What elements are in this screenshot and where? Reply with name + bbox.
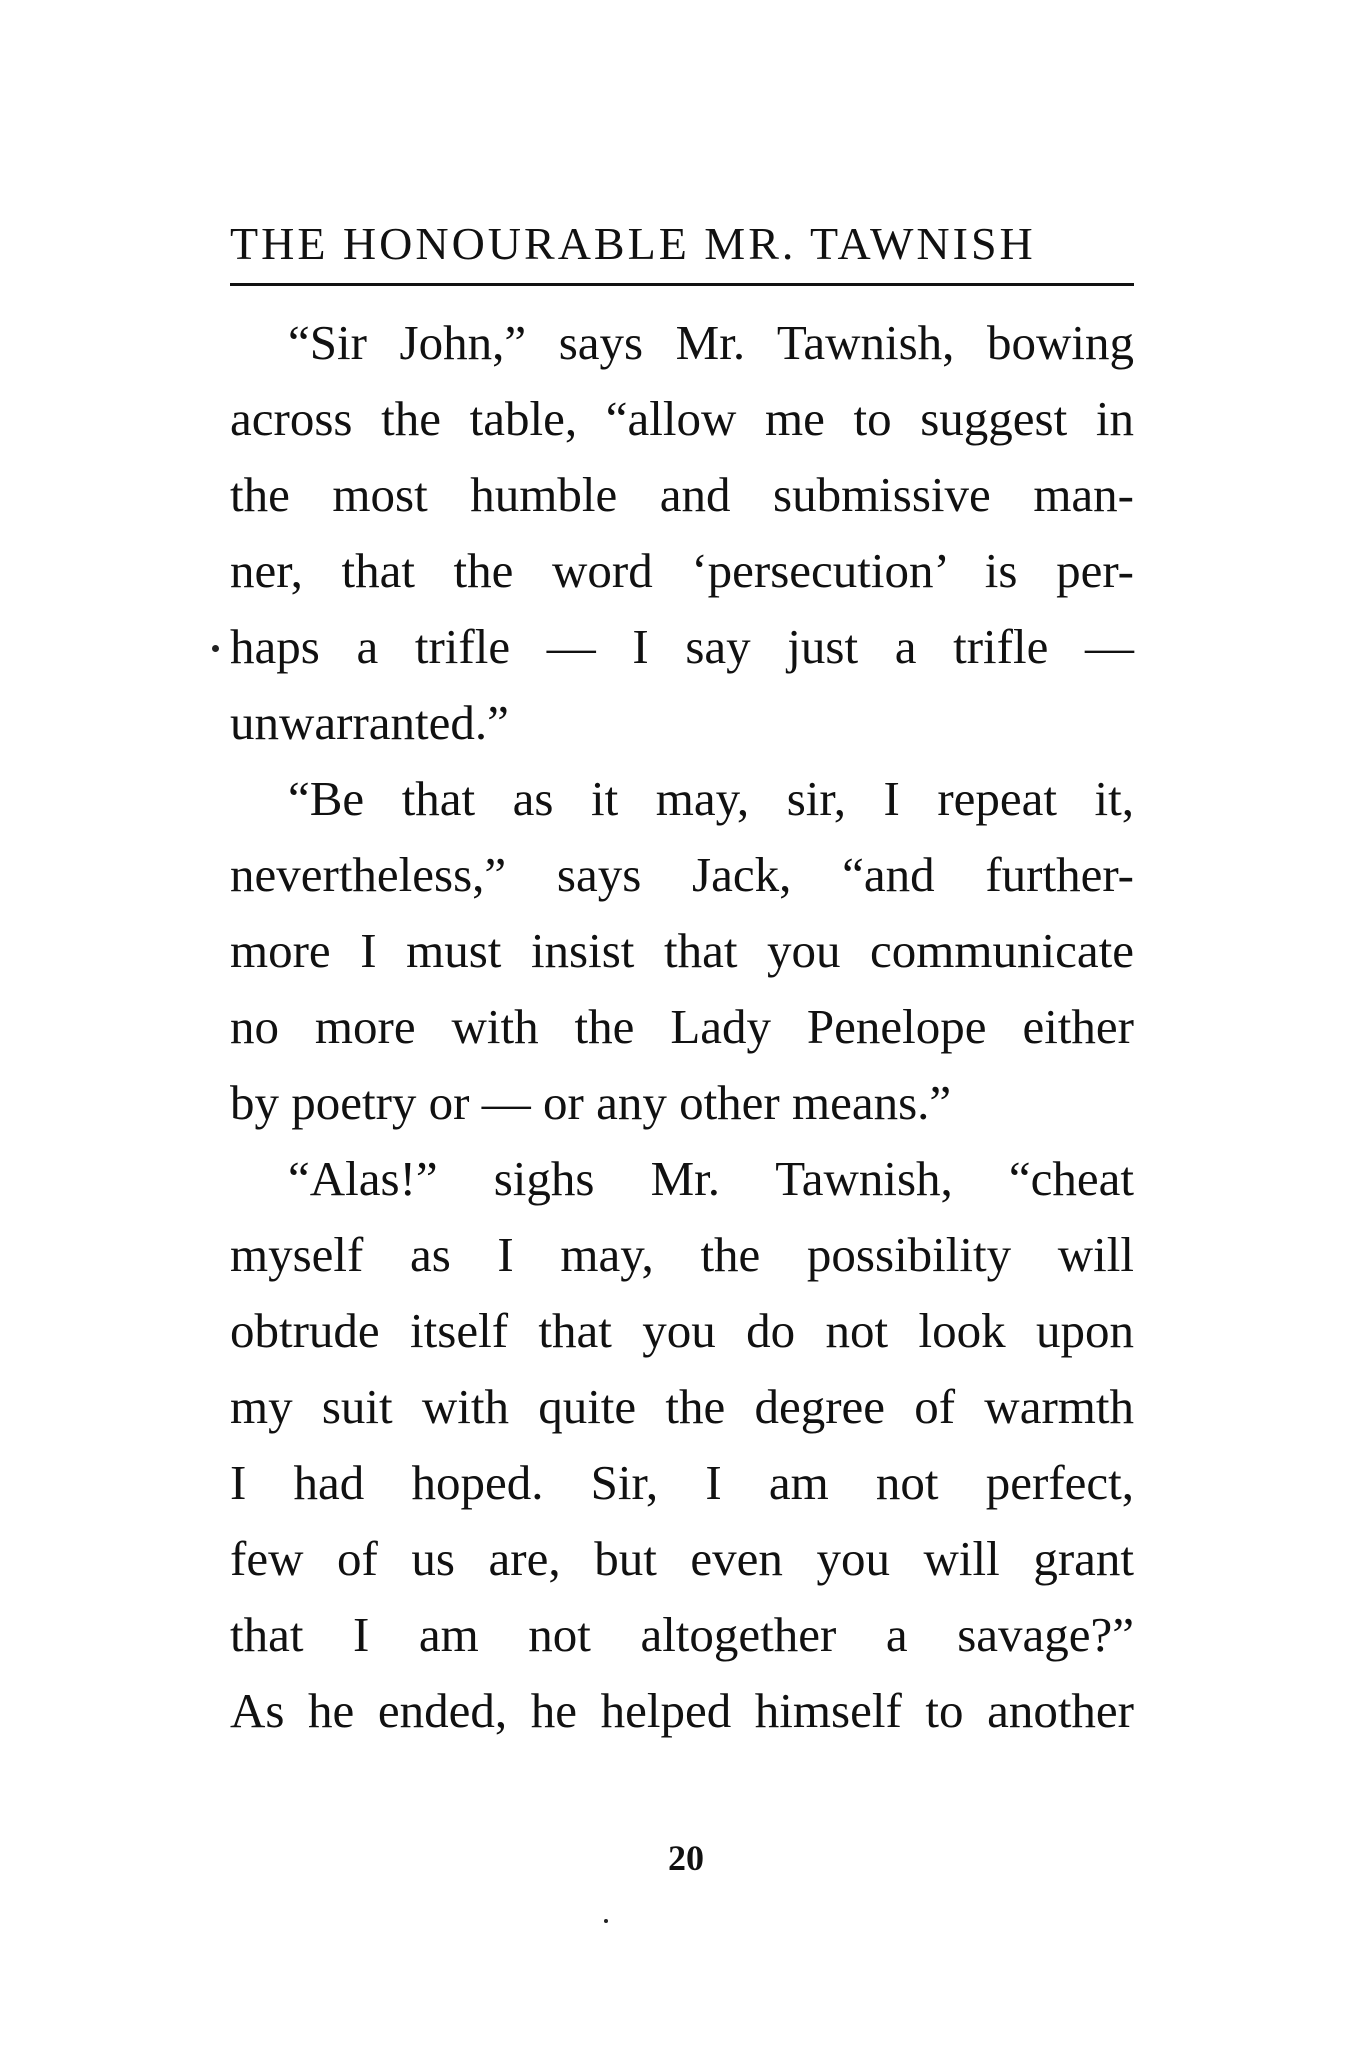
text-line: by poetry or — or any other means.” [230, 1075, 952, 1130]
text-line: As he ended, he helped himself to another [230, 1683, 1134, 1738]
body-text [230, 305, 1134, 1749]
text-line: across the table, “allow me to suggest in [230, 391, 1134, 446]
text-line: “Alas!” sighs Mr. Tawnish, “cheat [288, 1151, 1134, 1206]
text-line: haps a trifle — I say just a trifle — [230, 619, 1134, 674]
text-line: “Sir John,” says Mr. Tawnish, bowing [288, 315, 1134, 370]
text-line: I had hoped. Sir, I am not perfect, [230, 1455, 1134, 1510]
text-line: no more with the Lady Penelope either [230, 999, 1134, 1054]
print-speck [212, 645, 219, 652]
text-line: few of us are, but even you will grant [230, 1531, 1134, 1586]
running-head: THE HONOURABLE MR. TAWNISH [230, 218, 1036, 269]
text-line: “Be that as it may, sir, I repeat it, [288, 771, 1134, 826]
text-line: myself as I may, the possibility will [230, 1227, 1134, 1282]
page-number: 20 [668, 1838, 704, 1878]
text-line: unwarranted.” [230, 695, 509, 750]
text-line: obtrude itself that you do not look upon [230, 1303, 1134, 1358]
text-line: more I must insist that you communicate [230, 923, 1134, 978]
text-line: that I am not altogether a savage?” [230, 1607, 1134, 1662]
text-line: ner, that the word ‘persecution’ is per- [230, 543, 1134, 598]
text-line: nevertheless,” says Jack, “and further- [230, 847, 1134, 902]
print-speck [604, 1919, 608, 1923]
text-line: the most humble and submissive man- [230, 467, 1134, 522]
text-line: my suit with quite the degree of warmth [230, 1379, 1134, 1434]
header-rule [230, 283, 1134, 286]
